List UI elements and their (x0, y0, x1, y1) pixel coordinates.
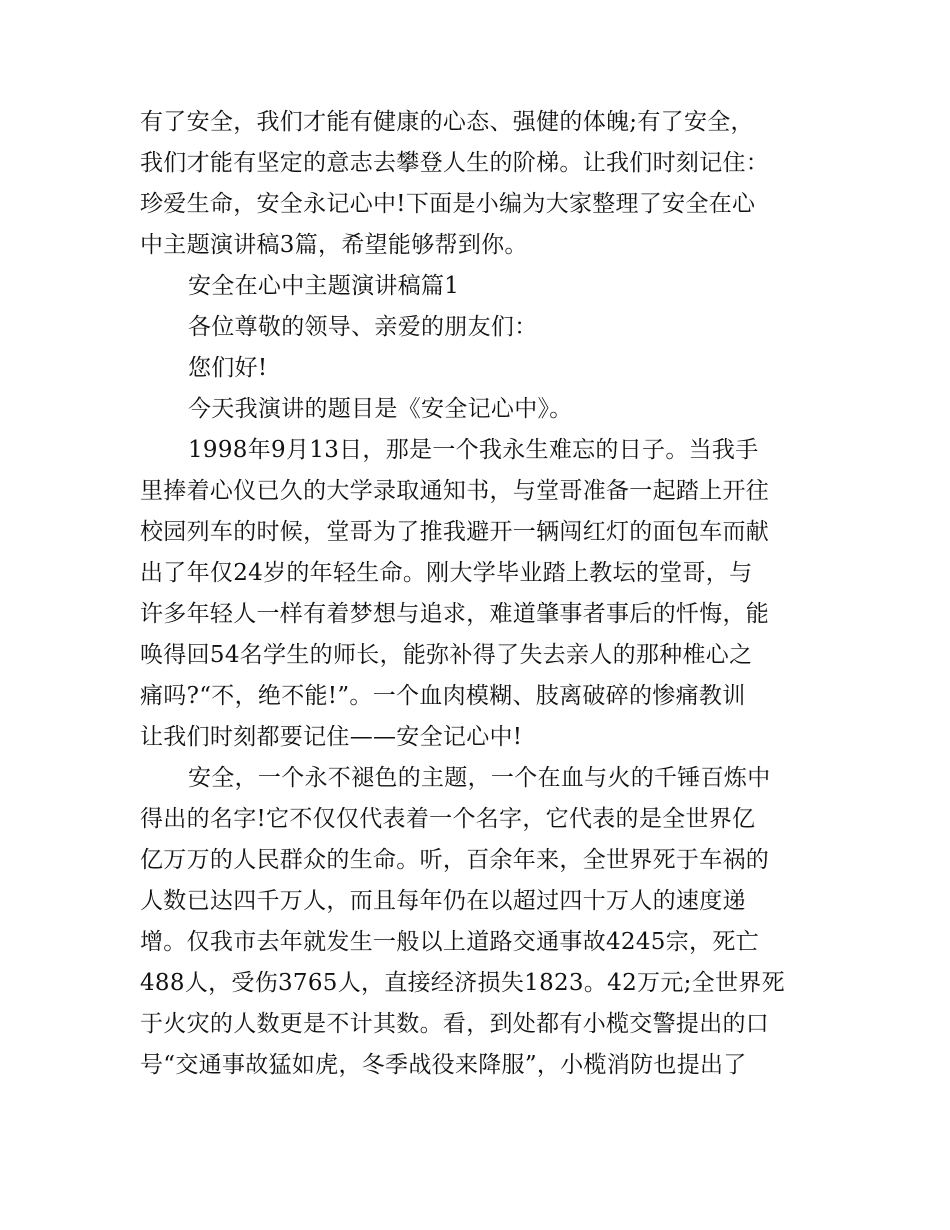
text-line-10: 里捧着心仪已久的大学录取通知书，与堂哥准备一起踏上开往 (140, 478, 770, 504)
text-line-16: 让我们时刻都要记住——安全记心中! (140, 724, 523, 750)
text-line-15: 痛吗?“不，绝不能!”。一个血肉模糊、肢离破碎的惨痛教训 (140, 683, 746, 709)
text-line-12: 出了年仅24岁的年轻生命。刚大学毕业踏上教坛的堂哥，与 (140, 560, 753, 586)
text-line-21: 增。仅我市去年就发生一般以上道路交通事故4245宗，死亡 (140, 929, 759, 955)
text-line-18: 得出的名字!它不仅仅代表着一个名字，它代表的是全世界亿 (140, 806, 756, 832)
salutation: 各位尊敬的领导、亲爱的朋友们： (188, 314, 538, 340)
text-line-11: 校园列车的时候，堂哥为了推我避开一辆闯红灯的面包车而献 (140, 519, 770, 545)
text-line-17: 安全，一个永不褪色的主题，一个在血与火的千锤百炼中 (188, 765, 771, 791)
text-line-2: 我们才能有坚定的意志去攀登人生的阶梯。让我们时刻记住： (140, 150, 770, 176)
text-line-20: 人数已达四千万人，而且每年仍在以超过四十万人的速度递 (140, 888, 746, 914)
speech-title-line: 今天我演讲的题目是《安全记心中》。 (188, 396, 573, 422)
text-line-3: 珍爱生命，安全永记心中!下面是小编为大家整理了安全在心 (140, 191, 756, 217)
greeting: 您们好! (188, 355, 268, 381)
text-line-23: 于火灾的人数更是不计其数。看，到处都有小榄交警提出的口 (140, 1011, 770, 1037)
text-line-1: 有了安全，我们才能有健康的心态、强健的体魄;有了安全， (140, 109, 754, 135)
text-line-4: 中主题演讲稿3篇，希望能够帮到你。 (140, 232, 528, 258)
text-line-24: 号“交通事故猛如虎，冬季战役来降服”，小榄消防也提出了 (140, 1052, 747, 1078)
text-line-22: 488人，受伤3765人，直接经济损失1823。42万元;全世界死 (140, 970, 785, 996)
text-line-14: 唤得回54名学生的师长，能弥补得了失去亲人的那种椎心之 (140, 642, 753, 668)
section-heading: 安全在心中主题演讲稿篇1 (188, 273, 460, 299)
text-line-19: 亿万万的人民群众的生命。听，百余年来，全世界死于车祸的 (140, 847, 770, 873)
text-line-13: 许多年轻人一样有着梦想与追求，难道肇事者事后的忏悔，能 (140, 601, 770, 627)
text-line-9: 1998年9月13日，那是一个我永生难忘的日子。当我手 (188, 437, 759, 463)
